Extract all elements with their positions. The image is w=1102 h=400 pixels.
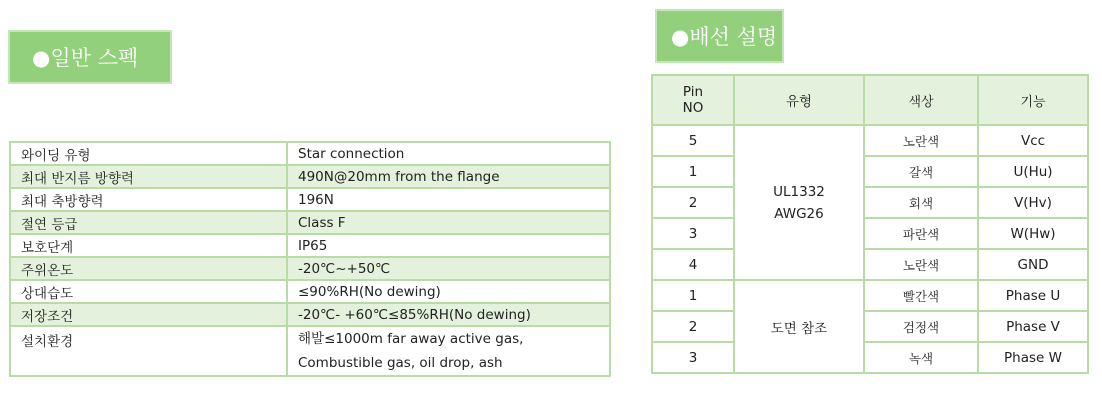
pin-number: 1: [652, 156, 734, 187]
pin-row: [652, 187, 1088, 218]
spec-key: 보호단계: [10, 234, 287, 257]
pin-number: 3: [652, 218, 734, 249]
spec-value: -20℃- +60℃≤85%RH(No dewing): [287, 303, 610, 326]
pin-row: [652, 342, 1088, 373]
wiring-heading: [655, 9, 784, 63]
spec-value: 490N@20mm from the flange: [287, 165, 610, 188]
header-pin-line2: NO: [682, 100, 704, 116]
spec-value: 196N: [287, 188, 610, 211]
spec-key: 최대 반지름 방향력: [10, 165, 287, 188]
header-pin-line1: Pin: [682, 84, 704, 100]
pin-number: 5: [652, 125, 734, 156]
wire-color: 검정색: [864, 311, 978, 342]
wire-color: 갈색: [864, 156, 978, 187]
pin-number: 4: [652, 249, 734, 280]
header-type: 유형: [734, 75, 864, 125]
spec-key: 저장조건: [10, 303, 287, 326]
spec-value: -20℃~+50℃: [287, 257, 610, 280]
pin-row: [652, 311, 1088, 342]
spec-row: [10, 188, 610, 211]
pin-row: [652, 249, 1088, 280]
pin-row: [652, 125, 1088, 156]
wire-color: 노란색: [864, 125, 978, 156]
spec-value: Class F: [287, 211, 610, 234]
spec-row: [10, 165, 610, 188]
header-function: 기능: [978, 75, 1088, 125]
spec-row: [10, 280, 610, 303]
general-spec-heading: [8, 30, 172, 84]
general-spec-heading-text: ●일반 스펙: [32, 46, 139, 70]
pin-number: 1: [652, 280, 734, 311]
spec-key: 최대 축방향력: [10, 188, 287, 211]
wiring-heading-text: ●배선 설명: [671, 25, 778, 49]
wire-color: 회색: [864, 187, 978, 218]
type-cable-line2: AWG26: [774, 205, 824, 222]
pin-function: V(Hv): [978, 187, 1088, 218]
spec-value: 해발≤1000m far away active gas, Combustible gas, oil drop, ash: [287, 326, 610, 376]
pin-function: Phase W: [978, 342, 1088, 373]
pin-function: W(Hw): [978, 218, 1088, 249]
wire-color: 파란색: [864, 218, 978, 249]
spec-value: Star connection: [287, 142, 610, 165]
spec-key: 와이딩 유형: [10, 142, 287, 165]
pin-number: 2: [652, 311, 734, 342]
pin-function: Phase V: [978, 311, 1088, 342]
spec-key: 절연 등급: [10, 211, 287, 234]
pin-row: [652, 280, 1088, 311]
pin-function: Vcc: [978, 125, 1088, 156]
pin-function: Phase U: [978, 280, 1088, 311]
pin-number: 2: [652, 187, 734, 218]
spec-value: IP65: [287, 234, 610, 257]
spec-key: 상대습도: [10, 280, 287, 303]
spec-row: [10, 303, 610, 326]
type-cable-line1: UL1332: [773, 183, 825, 200]
spec-row: [10, 142, 610, 165]
type-cell-drawing: 도면 참조: [734, 280, 864, 373]
spec-row: [10, 257, 610, 280]
general-spec-table: [9, 141, 611, 377]
wiring-pin-table: [651, 74, 1089, 374]
pin-table-header: [652, 75, 1088, 125]
pin-row: [652, 218, 1088, 249]
spec-key: 설치환경: [10, 326, 287, 376]
pin-function: GND: [978, 249, 1088, 280]
type-cell-cable: [734, 125, 864, 280]
pin-number: 3: [652, 342, 734, 373]
spec-row: [10, 326, 610, 376]
spec-row: [10, 234, 610, 257]
wire-color: 빨간색: [864, 280, 978, 311]
spec-key: 주위온도: [10, 257, 287, 280]
pin-row: [652, 156, 1088, 187]
header-color: 색상: [864, 75, 978, 125]
spec-row: [10, 211, 610, 234]
wire-color: 녹색: [864, 342, 978, 373]
wire-color: 노란색: [864, 249, 978, 280]
pin-function: U(Hu): [978, 156, 1088, 187]
header-pin-no: [652, 75, 734, 125]
spec-value: ≤90%RH(No dewing): [287, 280, 610, 303]
